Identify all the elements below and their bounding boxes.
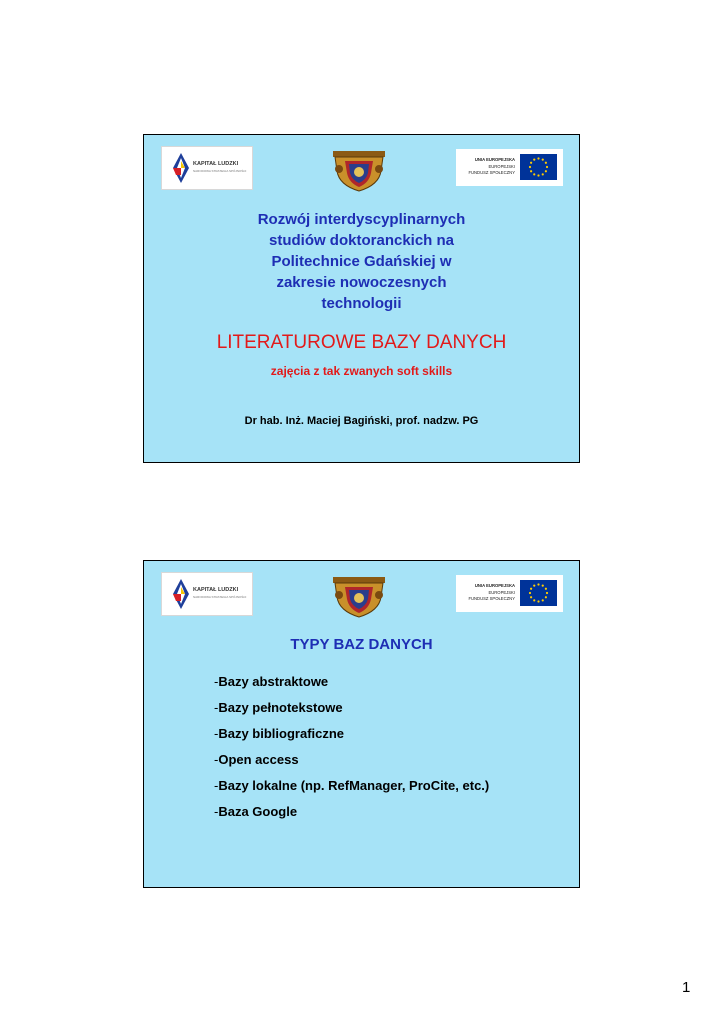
list-bullet: -: [214, 778, 219, 793]
list-bullet: -: [214, 726, 219, 741]
eu-line-3: FUNDUSZ SPOŁECZNY: [468, 170, 515, 175]
kapital-ludzki-star-icon: [173, 153, 189, 183]
eu-line-2: EUROPEJSKI: [488, 164, 515, 169]
kapital-ludzki-subtitle: NARODOWA STRATEGIA SPÓJNOŚCI: [193, 595, 247, 599]
kapital-ludzki-logo: [161, 146, 253, 190]
university-crest-icon: [331, 149, 387, 192]
university-crest-icon: [331, 575, 387, 618]
page-number: 1: [682, 979, 691, 996]
kapital-ludzki-title: KAPITAŁ LUDZKI: [193, 587, 239, 593]
list-item-text: Open access: [218, 752, 299, 767]
eu-logo: [456, 149, 563, 186]
eu-flag-icon: [520, 580, 557, 606]
eu-logo: [456, 575, 563, 612]
list-item: [214, 695, 489, 721]
slide-1-title: LITERATUROWE BAZY DANYCH: [216, 332, 507, 353]
list-bullet: -: [214, 674, 219, 689]
list-item: [214, 799, 489, 825]
list-bullet: -: [214, 804, 219, 819]
slide-1-subtitle: [144, 209, 579, 314]
kapital-ludzki-title: KAPITAŁ LUDZKI: [193, 161, 239, 167]
slide-1: [143, 134, 580, 463]
slide-1-author: Dr hab. Inż. Maciej Bagiński, prof. nadzw. PG: [244, 415, 479, 427]
eu-line-3: FUNDUSZ SPOŁECZNY: [468, 596, 515, 601]
list-item-text: Bazy lokalne (np. RefManager, ProCite, etc.): [218, 778, 490, 793]
subtitle-line: Politechnice Gdańskiej w: [271, 253, 452, 270]
slide-1-tagline: zajęcia z tak zwanych soft skills: [270, 364, 453, 378]
list-item: [214, 773, 489, 799]
kapital-ludzki-star-icon: [173, 579, 189, 609]
eu-line-1: UNIA EUROPEJSKA: [474, 583, 515, 588]
kapital-ludzki-logo: [161, 572, 253, 616]
eu-line-2: EUROPEJSKI: [488, 590, 515, 595]
list-item: [214, 669, 489, 695]
subtitle-line: studiów doktoranckich na: [268, 232, 455, 249]
list-bullet: -: [214, 752, 219, 767]
slide-2: [143, 560, 580, 888]
list-item: [214, 721, 489, 747]
list-item-text: Bazy pełnotekstowe: [218, 700, 343, 715]
slide-2-title: TYPY BAZ DANYCH: [290, 636, 433, 653]
list-item-text: Baza Google: [218, 804, 298, 819]
eu-flag-icon: [520, 154, 557, 180]
subtitle-line: technologii: [321, 295, 402, 312]
list-item: [214, 747, 489, 773]
database-types-list: [214, 669, 489, 825]
list-item-text: Bazy bibliograficzne: [218, 726, 345, 741]
eu-line-1: UNIA EUROPEJSKA: [474, 157, 515, 162]
list-bullet: -: [214, 700, 219, 715]
subtitle-line: zakresie nowoczesnych: [276, 274, 447, 291]
list-item-text: Bazy abstraktowe: [218, 674, 329, 689]
subtitle-line: Rozwój interdyscyplinarnych: [257, 211, 466, 228]
kapital-ludzki-subtitle: NARODOWA STRATEGIA SPÓJNOŚCI: [193, 169, 247, 173]
